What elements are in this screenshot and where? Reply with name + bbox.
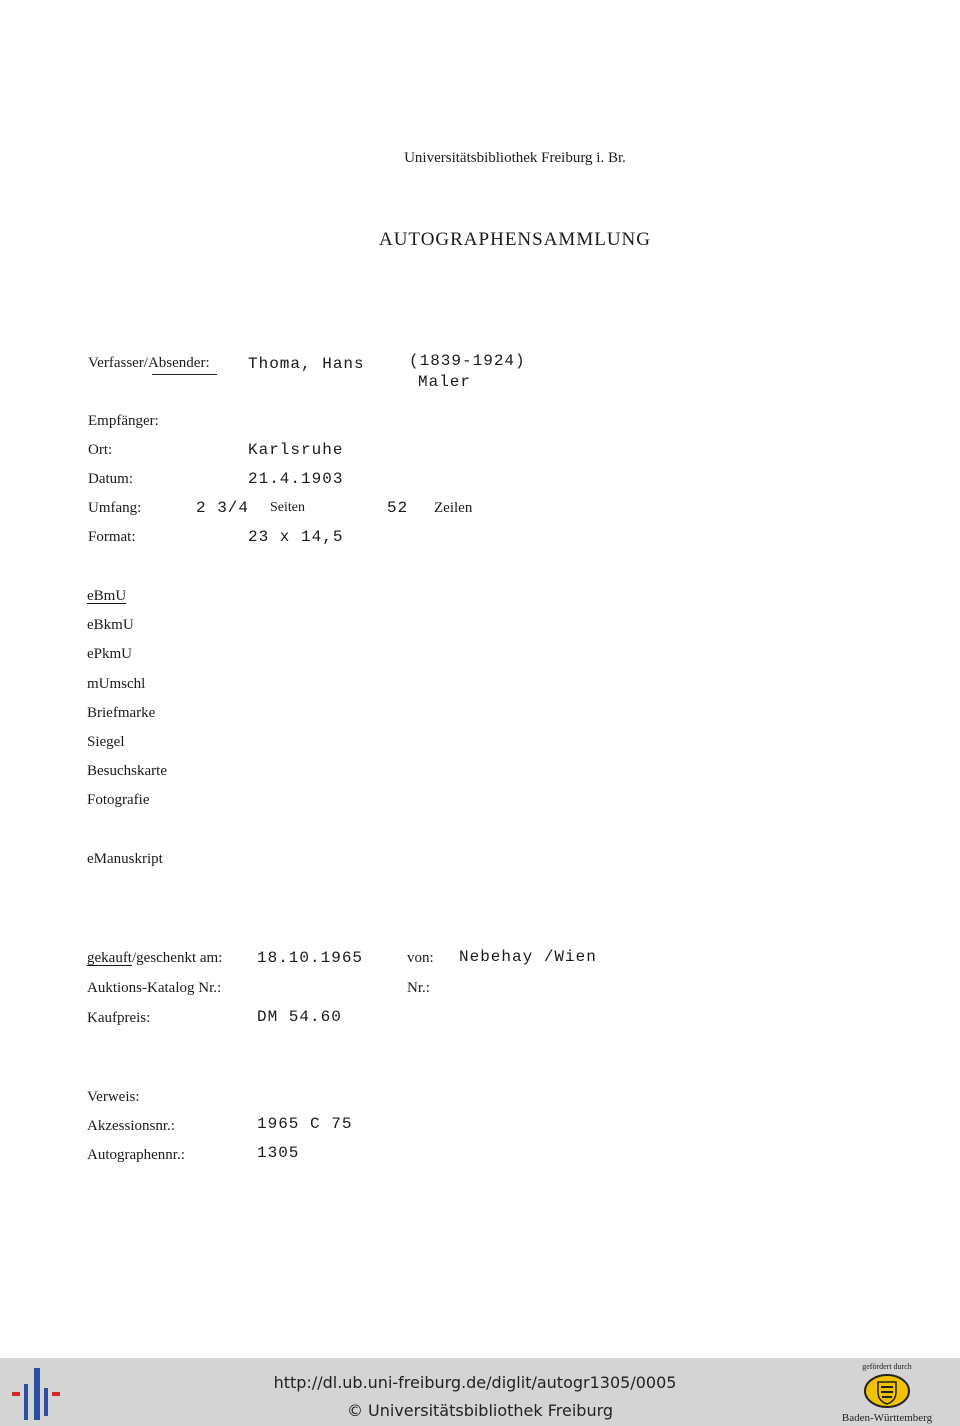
date-label: Datum: (88, 471, 133, 487)
place-value: Karlsruhe (248, 441, 344, 459)
place-label: Ort: (88, 442, 113, 458)
type-mumschl: mUmschl (87, 676, 146, 692)
recipient-label: Empfänger: (88, 413, 159, 429)
accession-label: Akzessionsnr.: (87, 1118, 175, 1134)
format-value: 23 x 14,5 (248, 528, 344, 546)
type-ebkmu: eBkmU (87, 617, 134, 633)
author-profession: Maler (418, 373, 472, 391)
author-label (88, 355, 210, 372)
catalog-nr-label: Nr.: (407, 980, 430, 996)
type-fotografie: Fotografie (87, 792, 150, 808)
lines-value: 52 (387, 499, 409, 517)
bought-label: gekauft (87, 950, 132, 966)
author-underline (152, 374, 217, 375)
catalog-label: Auktions-Katalog Nr.: (87, 980, 222, 996)
page-title: AUTOGRAPHENSAMMLUNG (378, 229, 651, 250)
pages-label: Seiten (270, 500, 305, 515)
funding-label: gefördert durch (862, 1362, 912, 1371)
pages-value: 2 3/4 (196, 499, 250, 517)
price-value: DM 54.60 (257, 1008, 342, 1026)
autograph-number-label: Autographennr.: (87, 1147, 185, 1163)
type-siegel: Siegel (87, 734, 125, 750)
state-crest-icon (864, 1374, 910, 1408)
footer-bar (0, 1358, 960, 1426)
funding-state: Baden-Württemberg (841, 1412, 933, 1424)
lines-label: Zeilen (434, 500, 473, 516)
from-label: von: (407, 950, 434, 966)
format-label: Format: (88, 529, 136, 545)
date-value: 21.4.1903 (248, 470, 344, 488)
institution-heading: Universitätsbibliothek Freiburg i. Br. (404, 150, 626, 166)
see-label: Verweis: (87, 1089, 140, 1105)
accession-value: 1965 C 75 (257, 1115, 353, 1133)
copyright-notice: © Universitätsbibliothek Freiburg (346, 1401, 614, 1420)
document-url-link[interactable]: http://dl.ub.uni-freiburg.de/diglit/autogr1305/0005 (273, 1373, 677, 1392)
autograph-number-value: 1305 (257, 1144, 300, 1162)
type-epkmu: ePkmU (87, 646, 132, 662)
from-value: Nebehay /Wien (459, 948, 597, 966)
acquisition-label (87, 950, 222, 967)
extent-label: Umfang: (88, 500, 142, 516)
price-label: Kaufpreis: (87, 1010, 151, 1026)
gifted-label: /geschenkt am: (131, 950, 223, 966)
author-label-text: Verfasser/Absender: (88, 355, 210, 371)
funding-badge (826, 1362, 948, 1424)
type-besuchskarte: Besuchskarte (87, 763, 167, 779)
type-briefmarke: Briefmarke (87, 705, 156, 721)
acquisition-date: 18.10.1965 (257, 949, 364, 967)
type-ebmu: eBmU (87, 588, 127, 604)
author-value: Thoma, Hans (248, 355, 365, 373)
manuscript-label: eManuskript (87, 851, 163, 867)
author-dates: (1839-1924) (409, 352, 526, 370)
